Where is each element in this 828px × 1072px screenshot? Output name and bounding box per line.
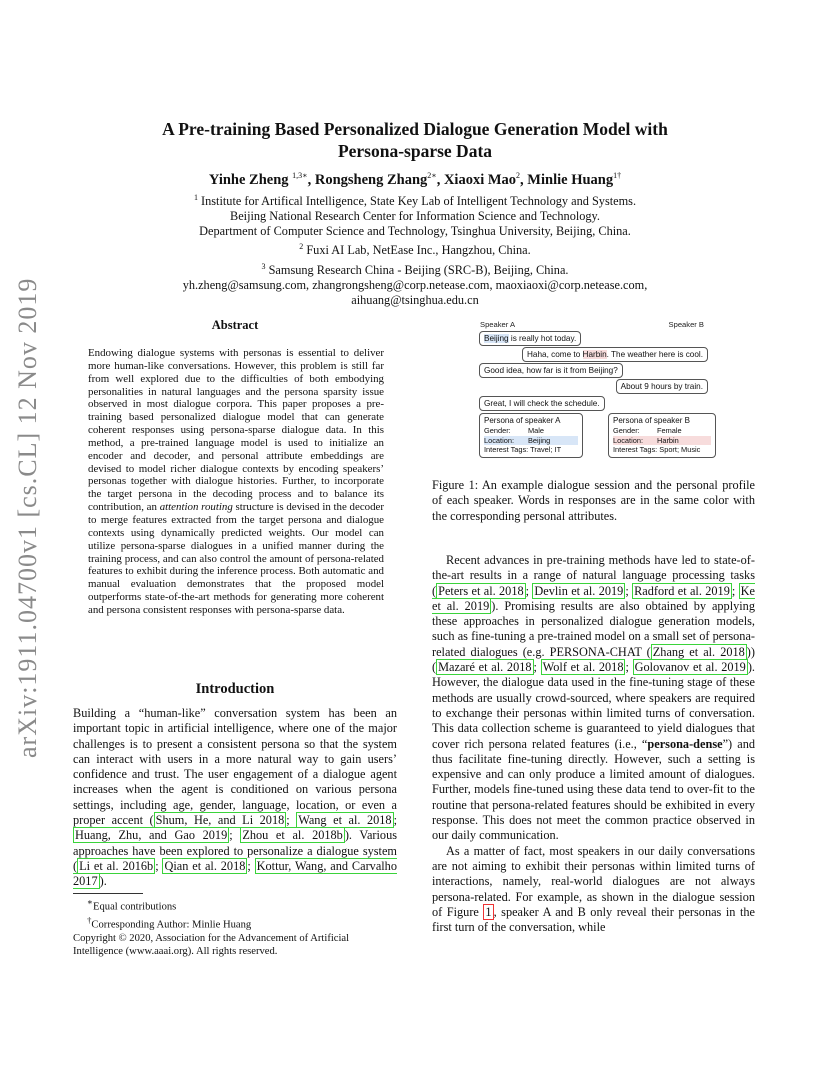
persona-row-location — [484, 436, 578, 446]
paper-title — [100, 118, 730, 162]
author-name: , Minlie Huang — [520, 171, 614, 188]
body-text: ). However, the dialogue data used in the fine-tuning stage of these methods are usually crowd-sourced, where speakers are required to exchange their personas within limited turns of conversation. This data collection scheme is guaranteed to yield dialogues that cover rich persona related features (i.e., “ — [432, 660, 755, 751]
body-text: ; — [229, 828, 241, 843]
affiliation-line: Beijing National Research Center for Information Science and Technology. — [230, 209, 600, 224]
persona-value: Female — [657, 425, 682, 435]
paragraph — [432, 553, 755, 844]
persona-key: Gender: — [484, 425, 511, 435]
arxiv-side-stamp: arXiv:1911.04700v1 [cs.CL] 12 Nov 2019 — [13, 277, 42, 758]
citation-link[interactable]: Qian et al. 2018 — [164, 858, 246, 873]
persona-key: Location: — [484, 435, 514, 445]
affiliation-line — [90, 239, 740, 258]
introduction-heading: Introduction — [195, 681, 275, 697]
persona-card-a — [479, 413, 583, 458]
footnote-divider — [73, 893, 143, 894]
body-text: ). Various approaches have been explored to personalize a dialogue system ( — [73, 828, 398, 873]
affiliations — [90, 190, 740, 308]
body-text: ; — [393, 813, 398, 828]
body-text: ; — [625, 583, 633, 598]
body-text: ; — [525, 583, 533, 598]
body-text: ; — [155, 858, 163, 873]
footnotes — [73, 896, 397, 959]
affiliation-line: Department of Computer Science and Technology, Tsinghua University, Beijing, China. — [199, 224, 631, 239]
highlight-location: Beijing — [484, 334, 509, 343]
affiliation-line — [90, 259, 740, 278]
body-text: ). — [99, 874, 107, 889]
persona-title: Persona of speaker A — [484, 416, 561, 425]
citation-link[interactable]: Zhou et al. 2018b — [242, 828, 343, 843]
affiliation-mark: 1 — [193, 193, 198, 202]
citation-link[interactable]: Kottur, Wang, and Carvalho 2017 — [73, 858, 397, 889]
title-line-1: A Pre-training Based Personalized Dialogue Generation Model with — [162, 119, 668, 139]
footnote-corresponding-author — [73, 914, 397, 932]
copyright-notice: Copyright © 2020, Association for the Advancement of Artificial Intelligence (www.aaai.org). All rights reserved. — [73, 932, 350, 958]
abstract-heading: Abstract — [211, 318, 259, 332]
dialogue-bubble-a2: Good idea, how far is it from Beijing? — [479, 363, 623, 378]
citation-link[interactable]: Ke et al. 2019 — [432, 583, 755, 613]
footnote-equal-contribution — [73, 896, 397, 914]
citation-link[interactable]: Mazaré et al. 2018 — [438, 660, 532, 675]
body-text: ; — [247, 858, 255, 873]
citation-link[interactable]: Devlin et al. 2019 — [534, 583, 624, 598]
citation-link[interactable]: Shum, He, and Li 2018 — [155, 813, 285, 828]
citation-link[interactable]: Golovanov et al. 2019 — [634, 660, 746, 675]
citation-link[interactable]: Huang, Zhu, and Gao 2019 — [75, 828, 228, 843]
paragraph — [432, 844, 755, 936]
abstract-body — [88, 347, 384, 617]
persona-row-gender — [613, 426, 711, 436]
persona-key: Gender: — [613, 425, 640, 435]
author-mark: 2 — [516, 171, 521, 180]
dialogue-bubble-a1 — [479, 331, 581, 346]
abstract-text: structure is devised in the decoder to merge features extracted from the target persona and dialogue contexts using dynamically predicted weights. Our model can utilize persona-sparse dialogues in a unified manner during the training process, and can also control the amount of persona-related features to exhibit during the inference process. Both automatic and manual evaluation demonstrates that the proposed model outperforms state-of-the-art methods for generating more coherent and persona consistent responses with persona-sparse data. — [88, 501, 385, 616]
citation-link[interactable]: Peters et al. 2018 — [438, 583, 524, 598]
body-text: )) ( — [432, 644, 755, 675]
introduction-body — [73, 706, 397, 890]
persona-value: Beijing — [528, 435, 551, 445]
dialogue-bubble-b2: About 9 hours by train. — [616, 379, 708, 394]
footnote-text: Corresponding Author: Minlie Huang — [91, 919, 252, 931]
persona-row-tags: Interest Tags: Travel; IT — [484, 445, 562, 455]
affiliation-text: Samsung Research China - Beijing (SRC-B), Beijing, China. — [265, 262, 569, 277]
persona-row-gender — [484, 426, 578, 436]
persona-card-b — [608, 413, 716, 458]
author-mark: 1,3∗ — [292, 171, 308, 180]
citation-link[interactable]: Zhang et al. 2018 — [652, 644, 745, 659]
body-text: ; — [286, 813, 297, 828]
body-text: ; — [625, 660, 633, 675]
figure-reference-link[interactable]: 1 — [485, 904, 492, 919]
affiliation-mark: 3 — [261, 261, 266, 271]
body-text: ; — [731, 583, 739, 598]
persona-value: Male — [528, 425, 545, 435]
persona-title: Persona of speaker B — [613, 416, 690, 425]
body-text: ). Promising results are also obtained by applying these approaches in personalized dialogue generation models, such as fine-tuning a pre-trained model on a small set of persona-related dialogues (e.g. PERSONA-CHAT ( — [432, 598, 755, 659]
persona-value: Harbin — [657, 435, 679, 445]
citation-link[interactable]: Wolf et al. 2018 — [542, 660, 624, 675]
citation-link[interactable]: Radford et al. 2019 — [634, 583, 730, 598]
email-line: yh.zheng@samsung.com, zhangrongsheng@corp.netease.com, maoxiaoxi@corp.netease.com, — [182, 277, 648, 292]
bubble-text: . The weather here is cool. — [606, 350, 703, 359]
speaker-a-label: Speaker A — [480, 320, 516, 329]
affiliation-text: Institute for Artifical Intelligence, State Key Lab of Intelligent Technology and Systems. — [197, 194, 637, 209]
title-line-2: Persona-sparse Data — [337, 141, 493, 161]
author-mark: 2∗ — [427, 171, 437, 180]
affiliation-mark: 2 — [299, 242, 304, 252]
dialogue-bubble-b1 — [522, 347, 708, 362]
citation-link[interactable]: Wang et al. 2018 — [298, 813, 392, 828]
body-text: Building a “human-like” conversation system has been an important topic in artificial intelligence, where one of the major challenges is to present a consistent persona so that the system can interact with users in a more natural way to gain users’ confidence and trust. The user engagement of a dialogue agent increases when the agent is conditioned on various persona settings, including age, gender, language, location, or even a proper accent ( — [73, 706, 397, 828]
body-text: ”) and thus facilitate fine-tuning directly. However, such a setting is expensive and can only produce a limited amount of dialogues. Further, models fine-tuned using these data tend to over-fit to the routine that persona-related features should be exhibited in every response. This does not meet the common practice observed in our daily communication. — [432, 736, 755, 843]
right-column-body — [432, 553, 755, 935]
citation-link[interactable]: Li et al. 2016b — [79, 858, 154, 873]
bubble-text: Haha, come to — [527, 350, 583, 359]
body-text: Recent advances in pre-training methods have led to state-of-the-art results in a range of natural language processing tasks ( — [432, 553, 755, 598]
affiliation-line — [90, 190, 740, 209]
persona-row-location — [613, 436, 711, 446]
email-line: aihuang@tsinghua.edu.cn — [351, 292, 479, 307]
author-name: Yinhe Zheng — [208, 171, 293, 188]
figure-caption: Figure 1: An example dialogue session and the personal profile of each speaker. Words in responses are in the same color with the corresponding personal attributes. — [432, 478, 755, 523]
footnote-mark: ∗ — [87, 897, 94, 907]
figure-dialogue-example — [476, 317, 710, 457]
persona-key: Location: — [613, 435, 643, 445]
author-list — [100, 171, 730, 189]
body-text: ; — [533, 660, 541, 675]
dialogue-bubble-a3: Great, I will check the schedule. — [479, 396, 605, 411]
abstract-text: Endowing dialogue systems with personas is essential to deliver more human-like conversations. However, this problem is still far from well explored due to the difficulties of both embodying personalities in natural languages and the persona sparsity issue observed in most dialogue corpora. This paper proposes a pre-training based personalized dialogue model that can generate coherent responses using persona-sparse dialogue data. In this method, a pre-trained language model is used to initialize an encoder and decoder, and personal attribute embeddings are devised to model richer dialogue contexts by encoding speakers’ personas together with dialogue histories. Further, to incorporate the target persona in the decoding process and to balance its contribution, an — [88, 347, 384, 514]
footnote-text: Equal contributions — [93, 901, 177, 913]
body-text: As a matter of fact, most speakers in our daily conversations are not aiming to exhibit their personas within limited turns of interactions, namely, real-world dialogues are not always persona-related. For example, as shown in the dialogue session of Figure — [432, 843, 755, 919]
body-text: , speaker A and B only reveal their personas in the first turn of the conversation, while — [432, 904, 755, 935]
footnote-mark: † — [87, 914, 92, 925]
abstract-emphasis: attention routing — [159, 501, 233, 514]
author-name: , Rongsheng Zhang — [307, 171, 428, 188]
persona-row-tags: Interest Tags: Sport; Music — [613, 445, 701, 455]
affiliation-text: Fuxi AI Lab, NetEase Inc., Hangzhou, China. — [303, 243, 531, 258]
author-name: , Xiaoxi Mao — [436, 171, 517, 188]
bubble-text: is really hot today. — [508, 334, 577, 343]
bold-term: persona-dense — [647, 736, 723, 751]
highlight-location: Harbin — [582, 350, 607, 359]
speaker-b-label: Speaker B — [668, 320, 704, 329]
author-mark: 1† — [613, 171, 622, 180]
